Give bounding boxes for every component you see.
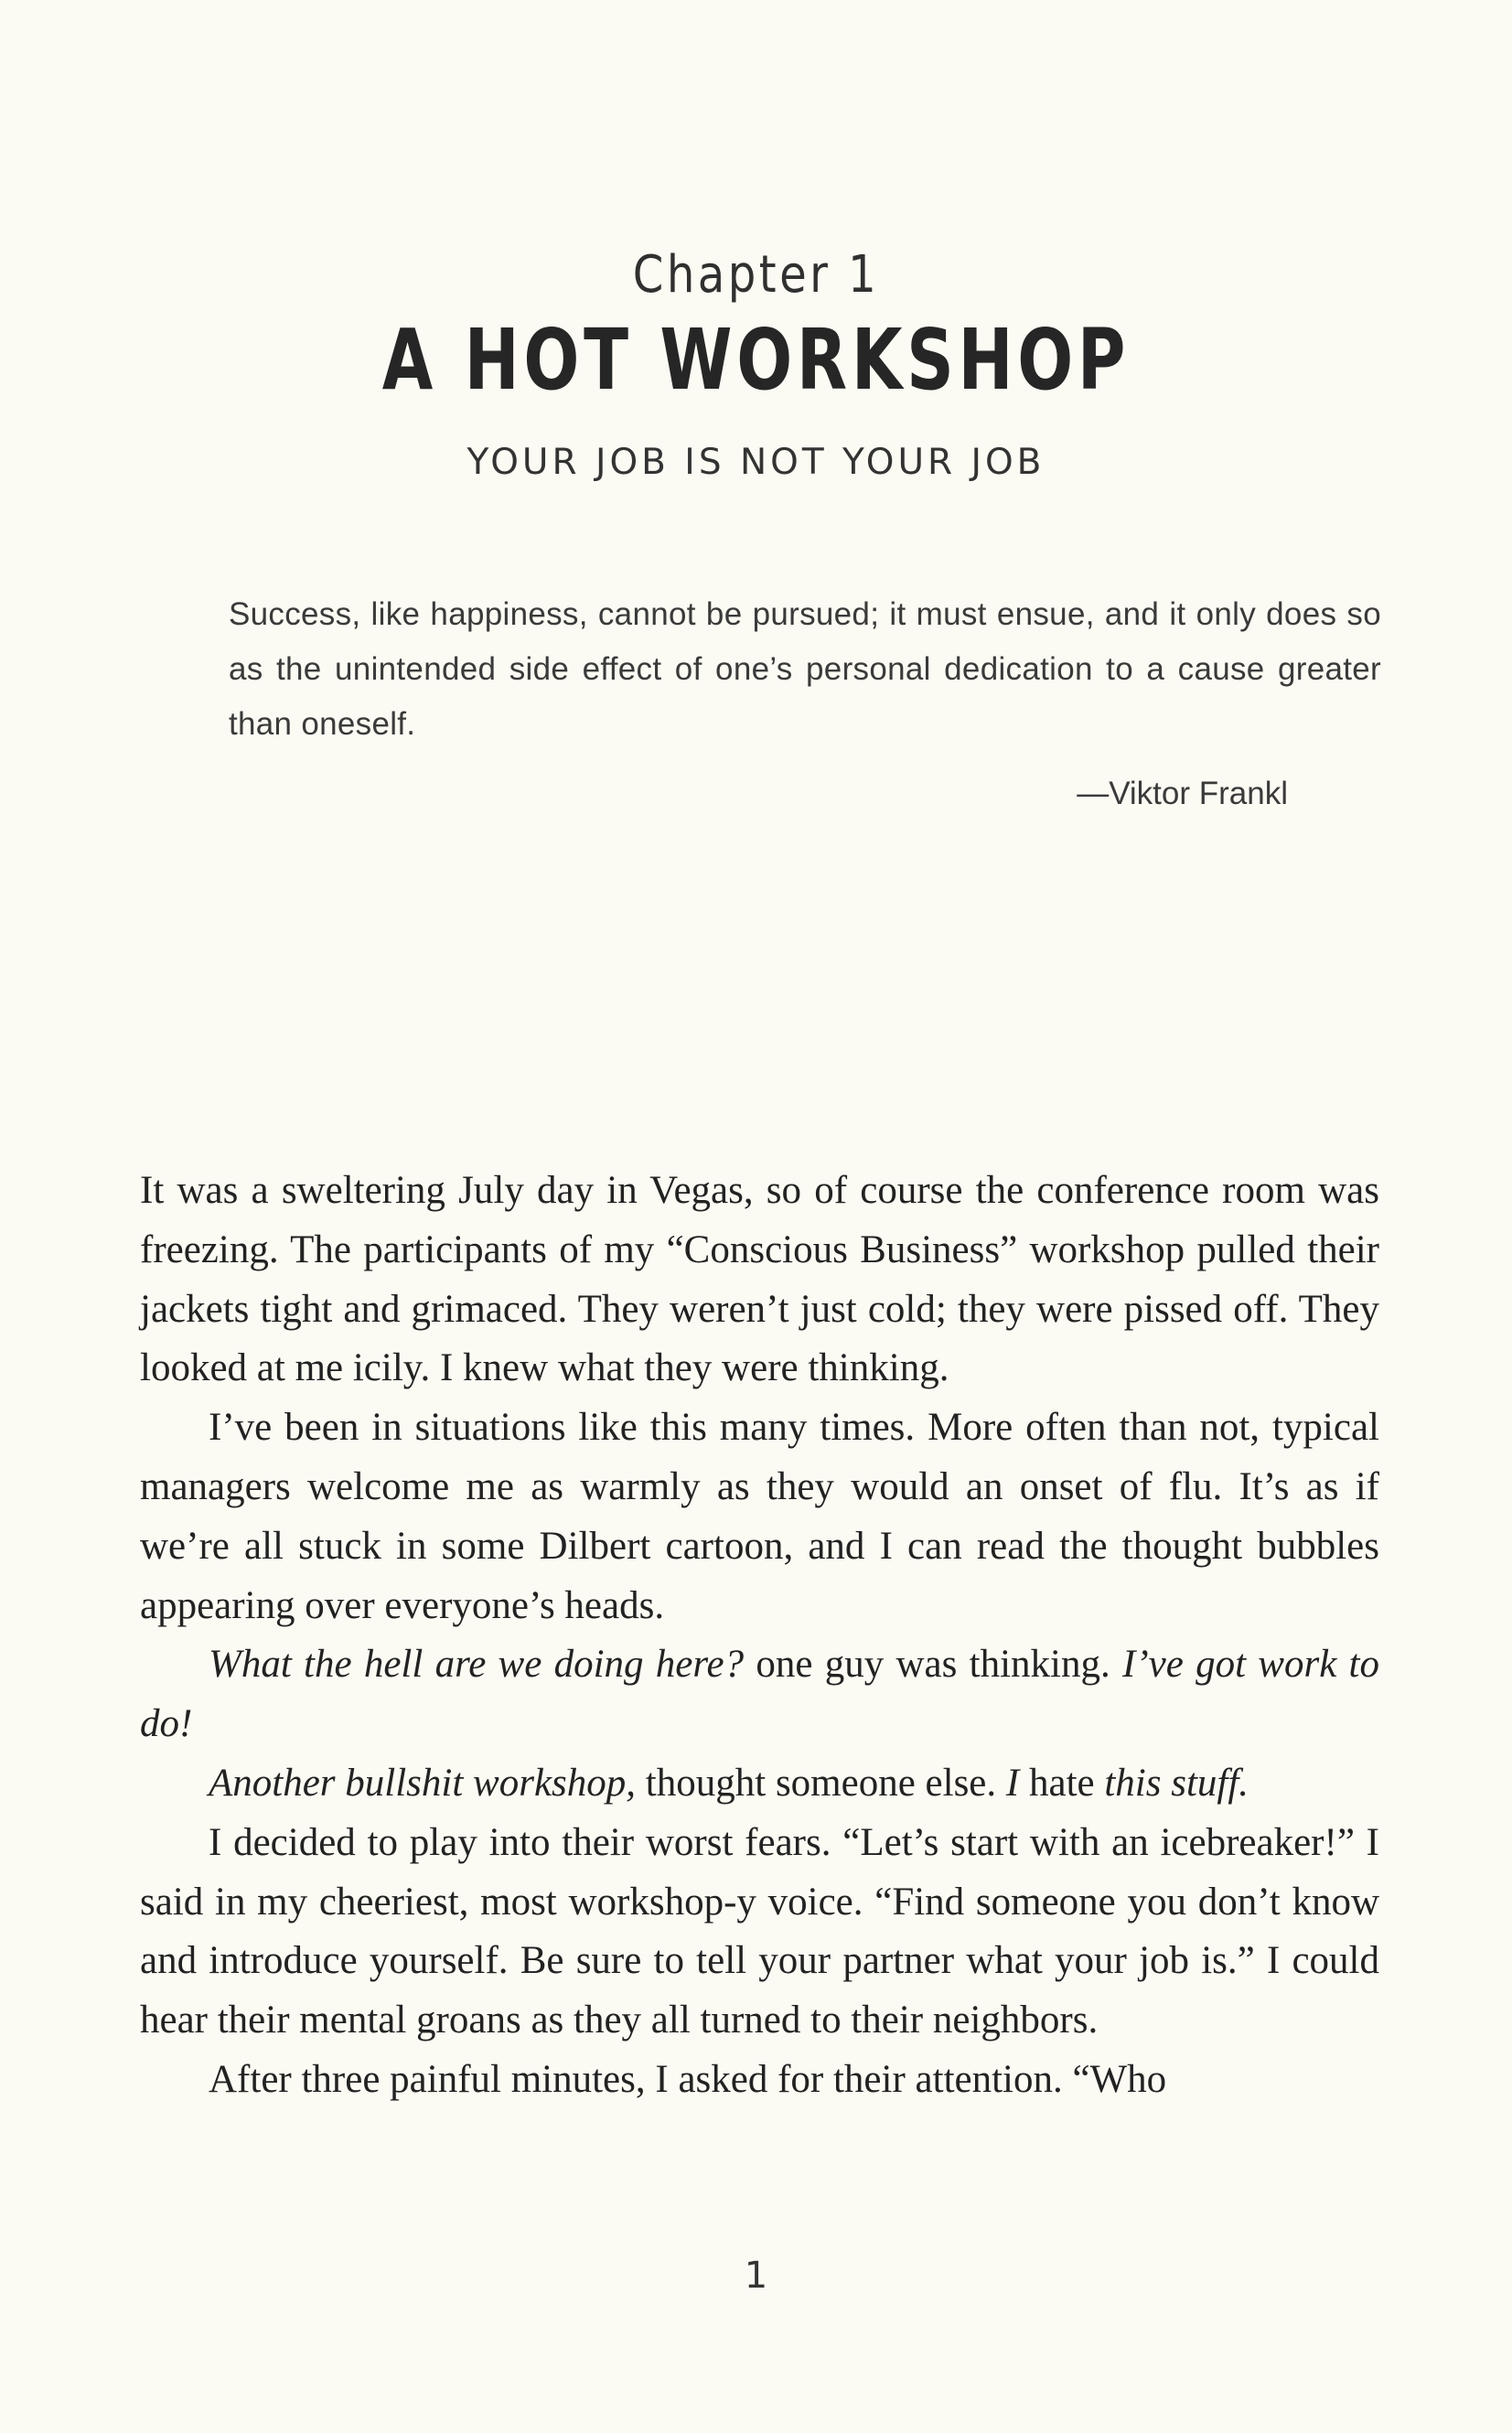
chapter-subtitle: YOUR JOB IS NOT YOUR JOB	[466, 442, 1046, 483]
italic-thought-4: I	[1005, 1761, 1020, 1805]
italic-thought-3: Another bullshit workshop,	[209, 1761, 637, 1805]
paragraph-2: I’ve been in situations like this many times. More often than not, typical managers welcome me as warmly as they would an onset of flu. It’s as if we’re all stuck in some Dilbert cartoon, and I can read the thought bubbles appearing over everyone’s heads.	[140, 1406, 1379, 1627]
epigraph-attribution: —Viktor Frankl	[1077, 776, 1288, 811]
paragraph-4-text-b: hate	[1019, 1761, 1105, 1805]
italic-thought-2: I’ve got work to do!	[140, 1643, 1379, 1746]
paragraph-6: After three painful minutes, I asked for their attention. “Who	[209, 2057, 1167, 2101]
body-text	[140, 1162, 1379, 2110]
italic-thought-5: this stuff.	[1104, 1761, 1249, 1805]
paragraph-4	[140, 1754, 1379, 1814]
paragraph-1: It was a sweltering July day in Vegas, so of course the conference room was freezing. The participants of my “Conscious Business” workshop pulled their jackets tight and grimaced. They weren’t just cold; they were pissed off. They looked at me icily. I knew what they were thinking.	[140, 1169, 1379, 1390]
paragraph-5: I decided to play into their worst fears. “Let’s start with an icebreaker!” I said in my cheeriest, most workshop-y voice. “Find someone you don’t know and introduce yourself. Be sure to tell your partner what your job is.” I could hear their mental groans as they all turned to their neighbors.	[140, 1820, 1379, 2042]
chapter-title: A HOT WORKSHOP	[381, 311, 1131, 409]
italic-thought-1: What the hell are we doing here?	[209, 1643, 745, 1687]
paragraph-4-text-a: thought someone else.	[636, 1761, 1006, 1805]
paragraph-3	[140, 1635, 1379, 1754]
epigraph-quote: Success, like happiness, cannot be pursued; it must ensue, and it only does so as the unintended side effect of one’s personal dedication to a cause greater than oneself.	[229, 596, 1381, 742]
paragraph-3-text: one guy was thinking.	[744, 1643, 1122, 1687]
page-number: 1	[744, 2255, 768, 2297]
chapter-label: Chapter 1	[632, 245, 880, 305]
